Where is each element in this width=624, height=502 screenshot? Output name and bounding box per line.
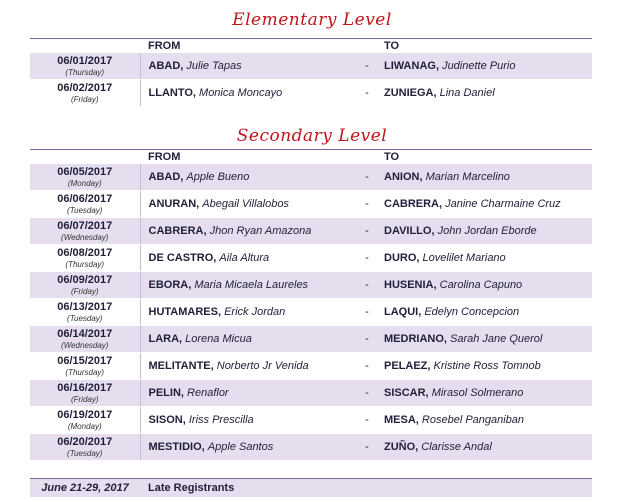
from-name-cell	[140, 53, 358, 80]
from-first-name: Iriss Prescilla	[188, 414, 254, 426]
from-first-name: Apple Bueno	[186, 171, 250, 183]
from-last-name: ABAD,	[148, 171, 184, 183]
range-dash: -	[358, 326, 376, 353]
range-dash: -	[358, 80, 376, 107]
to-last-name: ANION,	[384, 171, 423, 183]
table-row	[30, 245, 592, 272]
from-last-name: LARA,	[148, 333, 183, 345]
schedule-date: 06/06/2017	[57, 192, 113, 205]
schedule-date: 06/05/2017	[57, 165, 113, 178]
to-name-cell	[376, 380, 592, 407]
table-row	[30, 191, 592, 218]
to-last-name: HUSENIA,	[384, 279, 437, 291]
from-last-name: ANURAN,	[148, 198, 200, 210]
table-row	[30, 380, 592, 407]
from-first-name: Julie Tapas	[186, 60, 242, 72]
elementary-level-title: Elementary Level	[232, 10, 392, 30]
table-row	[30, 407, 592, 434]
to-first-name: Edelyn Concepcion	[424, 306, 520, 318]
from-last-name: EBORA,	[148, 279, 192, 291]
from-name-cell	[140, 191, 358, 218]
to-last-name: DAVILLO,	[384, 225, 435, 237]
to-name-cell	[376, 326, 592, 353]
to-first-name: John Jordan Eborde	[437, 225, 537, 237]
to-name-cell	[376, 434, 592, 461]
from-name-cell	[140, 164, 358, 191]
late-registrants-label: Late Registrants	[140, 479, 592, 498]
table-row	[30, 218, 592, 245]
from-last-name: SISON,	[148, 414, 186, 426]
late-registrants-date: June 21-29, 2017	[30, 479, 140, 498]
schedule-date: 06/19/2017	[57, 408, 113, 421]
range-dash: -	[358, 191, 376, 218]
range-dash: -	[358, 245, 376, 272]
schedule-date-cell	[30, 353, 140, 380]
to-name-cell	[376, 299, 592, 326]
range-dash: -	[358, 53, 376, 80]
from-first-name: Norberto Jr Venida	[216, 360, 309, 372]
from-column-header: FROM	[140, 150, 358, 165]
from-last-name: HUTAMARES,	[148, 306, 222, 318]
from-name-cell	[140, 299, 358, 326]
range-dash: -	[358, 353, 376, 380]
schedule-weekday: (Tuesday)	[67, 205, 103, 215]
schedule-weekday: (Thursday)	[65, 259, 105, 269]
schedule-date-cell	[30, 80, 140, 107]
to-column-header: TO	[376, 150, 592, 165]
range-dash: -	[358, 164, 376, 191]
to-last-name: ZUÑO,	[384, 441, 419, 453]
to-last-name: LIWANAG,	[384, 60, 439, 72]
schedule-date: 06/20/2017	[57, 435, 113, 448]
to-last-name: MEDRIANO,	[384, 333, 447, 345]
dash-column-header	[358, 150, 376, 165]
schedule-weekday: (Friday)	[70, 394, 99, 404]
from-first-name: Renaflor	[187, 387, 229, 399]
from-name-cell	[140, 218, 358, 245]
table-header-row	[30, 150, 592, 165]
table-row	[30, 272, 592, 299]
schedule-weekday: (Monday)	[67, 178, 102, 188]
to-last-name: MESA,	[384, 414, 419, 426]
to-name-cell	[376, 353, 592, 380]
to-last-name: CABRERA,	[384, 198, 443, 210]
from-first-name: Abegail Villalobos	[202, 198, 289, 210]
from-name-cell	[140, 80, 358, 107]
to-name-cell	[376, 245, 592, 272]
to-first-name: Carolina Capuno	[439, 279, 523, 291]
from-name-cell	[140, 407, 358, 434]
to-name-cell	[376, 218, 592, 245]
to-first-name: Mirasol Solmerano	[431, 387, 524, 399]
schedule-date: 06/07/2017	[57, 219, 113, 232]
range-dash: -	[358, 218, 376, 245]
schedule-date-cell	[30, 53, 140, 80]
table-header-row	[30, 39, 592, 54]
range-dash: -	[358, 380, 376, 407]
from-first-name: Erick Jordan	[224, 306, 286, 318]
from-column-header: FROM	[140, 39, 358, 54]
schedule-date: 06/15/2017	[57, 354, 113, 367]
elementary-schedule-table	[30, 38, 592, 107]
to-last-name: PELAEZ,	[384, 360, 431, 372]
from-last-name: CABRERA,	[148, 225, 207, 237]
from-first-name: Jhon Ryan Amazona	[209, 225, 312, 237]
from-last-name: MELITANTE,	[148, 360, 214, 372]
to-name-cell	[376, 164, 592, 191]
to-first-name: Lovelilet Mariano	[422, 252, 506, 264]
to-first-name: Rosebel Panganiban	[421, 414, 525, 426]
from-first-name: Maria Micaela Laureles	[194, 279, 309, 291]
schedule-date-cell	[30, 272, 140, 299]
from-first-name: Lorena Micua	[185, 333, 252, 345]
range-dash: -	[358, 299, 376, 326]
schedule-weekday: (Tuesday)	[67, 313, 103, 323]
schedule-date-cell	[30, 299, 140, 326]
from-first-name: Apple Santos	[207, 441, 274, 453]
schedule-weekday: (Friday)	[70, 94, 99, 104]
range-dash: -	[358, 434, 376, 461]
table-row	[30, 53, 592, 80]
from-last-name: PELIN,	[148, 387, 184, 399]
from-last-name: MESTIDIO,	[148, 441, 205, 453]
to-first-name: Kristine Ross Tomnob	[433, 360, 541, 372]
schedule-date: 06/02/2017	[57, 81, 113, 94]
secondary-level-title: Secondary Level	[236, 126, 388, 146]
schedule-date: 06/16/2017	[57, 381, 113, 394]
schedule-weekday: (Friday)	[70, 286, 99, 296]
from-name-cell	[140, 353, 358, 380]
to-last-name: LAQUI,	[384, 306, 422, 318]
schedule-date: 06/01/2017	[57, 54, 113, 67]
to-name-cell	[376, 407, 592, 434]
date-column-header	[30, 39, 140, 54]
schedule-date: 06/13/2017	[57, 300, 113, 313]
from-name-cell	[140, 326, 358, 353]
schedule-date-cell	[30, 164, 140, 191]
schedule-weekday: (Tuesday)	[67, 448, 103, 458]
dash-column-header	[358, 39, 376, 54]
schedule-date: 06/14/2017	[57, 327, 113, 340]
to-column-header: TO	[376, 39, 592, 54]
to-first-name: Lina Daniel	[439, 87, 495, 99]
to-first-name: Judinette Purio	[442, 60, 516, 72]
to-name-cell	[376, 53, 592, 80]
table-row	[30, 299, 592, 326]
schedule-weekday: (Monday)	[67, 421, 102, 431]
from-last-name: LLANTO,	[148, 87, 196, 99]
to-first-name: Sarah Jane Querol	[450, 333, 543, 345]
schedule-date-cell	[30, 245, 140, 272]
schedule-date: 06/08/2017	[57, 246, 113, 259]
range-dash: -	[358, 407, 376, 434]
from-name-cell	[140, 380, 358, 407]
table-row	[30, 434, 592, 461]
to-last-name: DURO,	[384, 252, 420, 264]
to-first-name: Clarisse Andal	[421, 441, 492, 453]
schedule-weekday: (Thursday)	[65, 367, 105, 377]
schedule-date-cell	[30, 380, 140, 407]
from-name-cell	[140, 245, 358, 272]
to-name-cell	[376, 80, 592, 107]
from-first-name: Monica Moncayo	[199, 87, 283, 99]
schedule-date-cell	[30, 218, 140, 245]
table-row	[30, 353, 592, 380]
table-row	[30, 80, 592, 107]
from-name-cell	[140, 434, 358, 461]
schedule-weekday: (Wednesday)	[61, 232, 109, 242]
late-registrants-row	[30, 478, 592, 497]
range-dash: -	[358, 272, 376, 299]
schedule-weekday: (Wednesday)	[61, 340, 109, 350]
table-row	[30, 164, 592, 191]
to-first-name: Marian Marcelino	[425, 171, 510, 183]
schedule-date-cell	[30, 326, 140, 353]
schedule-date-cell	[30, 191, 140, 218]
schedule-date: 06/09/2017	[57, 273, 113, 286]
to-last-name: SISCAR,	[384, 387, 429, 399]
to-last-name: ZUNIEGA,	[384, 87, 437, 99]
to-first-name: Janine Charmaine Cruz	[445, 198, 561, 210]
secondary-schedule-table	[30, 149, 592, 461]
from-name-cell	[140, 272, 358, 299]
from-last-name: DE CASTRO,	[148, 252, 217, 264]
to-name-cell	[376, 272, 592, 299]
schedule-date-cell	[30, 434, 140, 461]
date-column-header	[30, 150, 140, 165]
from-last-name: ABAD,	[148, 60, 184, 72]
table-row	[30, 326, 592, 353]
from-first-name: Aila Altura	[219, 252, 270, 264]
schedule-date-cell	[30, 407, 140, 434]
schedule-weekday: (Thursday)	[65, 67, 105, 77]
to-name-cell	[376, 191, 592, 218]
